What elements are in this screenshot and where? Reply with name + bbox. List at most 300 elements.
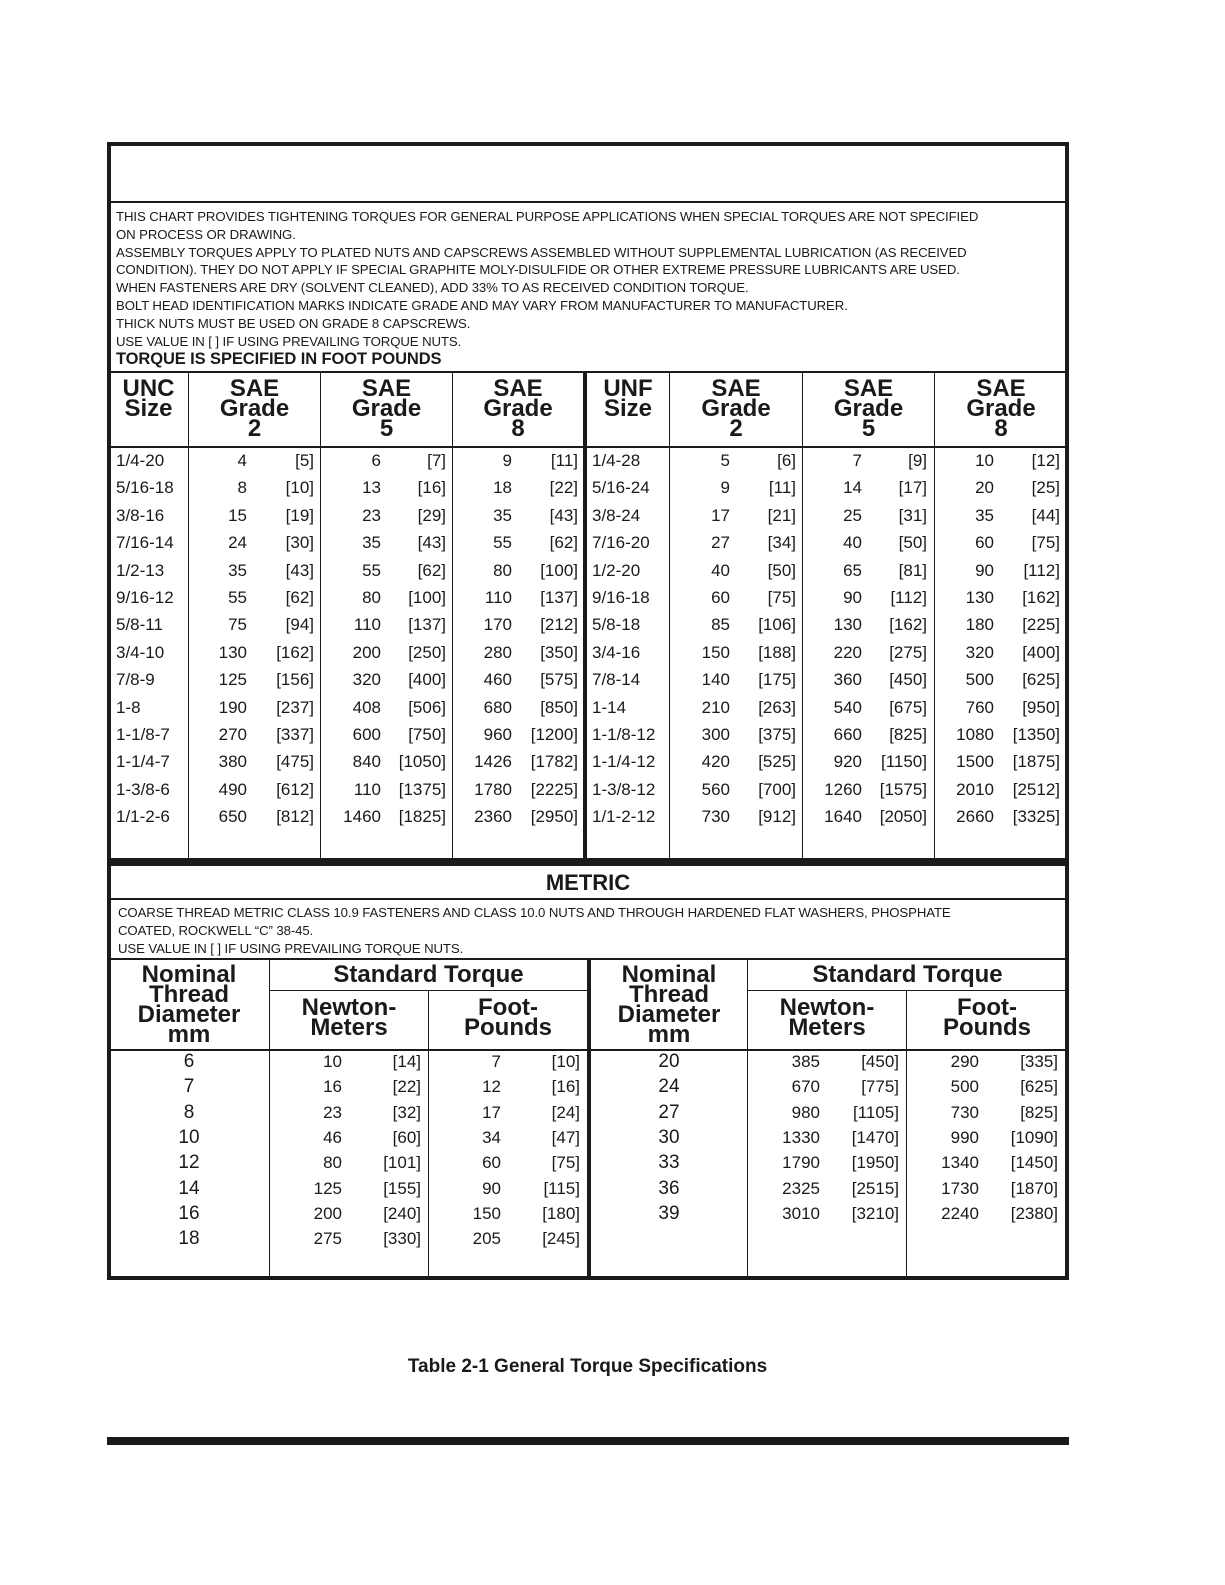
unc-torque-cell: [1782] (530, 752, 578, 772)
unf-torque-cell: [162] (889, 615, 927, 635)
unc-torque-cell: 6 (371, 451, 381, 470)
unc-grade8-header: SAE Grade 8 (483, 375, 553, 442)
unf-torque-cell: [188] (758, 642, 796, 662)
metric-torque-cell: 500 (950, 1077, 979, 1097)
unf-torque-cell: [1575] (879, 779, 927, 799)
unc-torque-cell: [19] (285, 505, 314, 525)
inch-header-rule (109, 446, 1067, 448)
unc-torque-cell: 460 (483, 670, 512, 690)
unf-size-cell: 1/4-28 (592, 451, 641, 470)
unf-torque-cell: [112] (890, 588, 927, 607)
unf-torque-cell: [25] (1031, 478, 1060, 498)
unf-torque-cell: [175] (758, 670, 796, 690)
note-line: THIS CHART PROVIDES TIGHTENING TORQUES FOR GENERAL PURPOSE APPLICATIONS WHEN SPECIAL TORQUES ARE NOT SPECIFIED (116, 209, 979, 224)
unf-size-cell: 1-14 (592, 697, 627, 717)
unf-torque-cell: 760 (965, 697, 994, 717)
metric-torque-cell: 2325 (782, 1178, 820, 1198)
unf-torque-cell: [17] (898, 478, 927, 498)
unf-torque-cell: 60 (711, 588, 730, 607)
metric-torque-cell: 200 (313, 1203, 342, 1223)
metric-torque-cell: [101] (383, 1153, 421, 1173)
unf-torque-cell: [81] (898, 560, 927, 580)
unf-torque-cell: 90 (843, 588, 862, 607)
unc-size-cell: 5/16-18 (116, 478, 174, 498)
metric-torque-cell: 3010 (782, 1203, 820, 1223)
metric-torque-cell: 670 (791, 1077, 820, 1097)
unc-torque-cell: 1460 (343, 807, 381, 827)
metric-torque-cell: 385 (791, 1052, 820, 1071)
unc-torque-cell: 35 (362, 533, 381, 553)
unf-torque-cell: 10 (975, 451, 994, 470)
unc-grade2-header: SAE Grade 2 (219, 375, 290, 442)
metric-nm-header-right: Newton- Meters (779, 994, 875, 1041)
unf-size-cell: 3/4-16 (592, 642, 641, 662)
metric-torque-cell: 1340 (941, 1153, 979, 1173)
metric-diameter-cell: 8 (183, 1101, 195, 1123)
metric-diameter-cell: 33 (658, 1152, 680, 1174)
metric-diameter-cell: 36 (658, 1177, 680, 1199)
unc-torque-cell: [5] (295, 451, 314, 470)
unf-size-header: UNF Size (603, 375, 653, 422)
metric-torque-cell: 23 (323, 1102, 342, 1122)
metric-torque-cell: [14] (392, 1052, 421, 1071)
unc-torque-cell: [16] (417, 478, 446, 498)
table-caption: Table 2-1 General Torque Specifications (407, 1356, 768, 1377)
unf-size-cell: 5/16-24 (592, 478, 650, 498)
unf-torque-cell: 140 (701, 670, 730, 690)
note-line: ASSEMBLY TORQUES APPLY TO PLATED NUTS AND CAPSCREWS ASSEMBLED WITHOUT SUPPLEMENTAL LUBRICATION (AS RECEIVED (116, 244, 967, 260)
metric-diameter-cell: 12 (178, 1152, 200, 1174)
unf-torque-cell: [1150] (880, 752, 927, 772)
unc-size-cell: 9/16-12 (116, 588, 174, 607)
unc-grade5-header: SAE Grade 5 (351, 375, 422, 442)
unc-torque-cell: [137] (408, 615, 446, 635)
unf-grade2-header: SAE Grade 2 (701, 375, 771, 442)
note-line: COATED, ROCKWELL “C” 38-45. (118, 922, 314, 938)
unf-torque-cell: 2660 (956, 807, 994, 827)
unc-torque-cell: [1825] (398, 807, 446, 827)
unf-grade8-header: SAE Grade 8 (966, 375, 1036, 442)
unc-torque-cell: [475] (276, 752, 314, 772)
metric-torque-cell: [1950] (851, 1153, 899, 1173)
unc-torque-cell: [575] (540, 670, 578, 690)
metric-torque-cell: 46 (323, 1127, 342, 1147)
unc-torque-cell: 4 (237, 451, 247, 470)
unf-torque-cell: [106] (758, 615, 796, 635)
unc-torque-cell: 55 (493, 533, 512, 553)
unf-torque-cell: [625] (1022, 670, 1060, 690)
unc-torque-cell: 9 (502, 451, 512, 470)
unc-torque-cell: [29] (417, 505, 446, 525)
unf-torque-cell: [2050] (879, 807, 927, 827)
metric-torque-cell: 90 (482, 1178, 501, 1198)
unc-torque-cell: 15 (228, 505, 247, 525)
metric-torque-cell: [245] (542, 1229, 580, 1249)
unf-torque-cell: 40 (843, 533, 862, 553)
unf-torque-cell: 660 (833, 725, 862, 744)
metric-torque-cell: 730 (950, 1102, 979, 1122)
metric-torque-cell: 16 (323, 1077, 342, 1097)
unf-torque-cell: 320 (965, 642, 994, 662)
unc-torque-cell: [2225] (530, 779, 578, 799)
unc-torque-cell: 960 (483, 725, 512, 744)
unc-torque-cell: [22] (549, 478, 578, 498)
unf-torque-cell: 20 (975, 478, 994, 498)
unf-torque-cell: 1080 (956, 725, 994, 744)
unc-torque-cell: [212] (540, 615, 578, 635)
unc-torque-cell: 35 (493, 505, 512, 525)
unc-torque-cell: 23 (362, 505, 381, 525)
unf-size-cell: 1-1/4-12 (592, 752, 656, 772)
unc-torque-cell: [400] (408, 670, 446, 690)
metric-title-rule (109, 898, 1067, 900)
unf-torque-cell: 7 (852, 451, 862, 470)
metric-torque-cell: 2240 (941, 1203, 979, 1223)
metric-torque-cell: 17 (482, 1102, 501, 1122)
metric-torque-cell: 150 (472, 1203, 501, 1223)
unf-torque-cell: 1640 (824, 807, 862, 827)
unf-torque-cell: 40 (711, 560, 730, 580)
unf-torque-cell: [1350] (1012, 725, 1060, 744)
unc-torque-cell: 650 (218, 807, 247, 827)
unc-torque-cell: [62] (549, 533, 578, 553)
metric-diameter-cell: 20 (658, 1051, 680, 1072)
unf-torque-cell: [75] (767, 588, 796, 607)
unc-size-cell: 1/4-20 (116, 451, 165, 470)
title-band-rule (109, 201, 1067, 203)
note-line: THICK NUTS MUST BE USED ON GRADE 8 CAPSCREWS. (116, 315, 471, 331)
unc-size-cell: 1-3/8-6 (116, 779, 170, 799)
unc-torque-cell: [337] (276, 725, 314, 744)
unf-torque-cell: 560 (701, 779, 730, 799)
unc-size-cell: 3/8-16 (116, 505, 165, 525)
metric-torque-cell: [3210] (851, 1203, 899, 1223)
note-line: BOLT HEAD IDENTIFICATION MARKS INDICATE GRADE AND MAY VARY FROM MANUFACTURER TO MANUFACTURER. (116, 297, 848, 313)
unf-torque-cell: [275] (889, 642, 927, 662)
metric-torque-cell: [825] (1020, 1102, 1058, 1122)
metric-torque-cell: 12 (482, 1077, 501, 1097)
unf-torque-cell: 65 (843, 560, 862, 580)
unc-torque-cell: [1200] (530, 725, 578, 744)
unc-torque-cell: 200 (352, 642, 381, 662)
metric-torque-cell: 290 (950, 1052, 979, 1071)
unf-size-cell: 7/8-14 (592, 670, 641, 690)
unc-torque-cell: 320 (352, 670, 381, 690)
unf-grade5-header: SAE Grade 5 (833, 375, 904, 442)
metric-torque-cell: [335] (1020, 1052, 1058, 1071)
unf-torque-cell: [263] (758, 697, 796, 717)
unf-size-cell: 5/8-18 (592, 615, 641, 635)
unc-torque-cell: 190 (218, 697, 247, 717)
unf-torque-cell: [6] (777, 451, 796, 470)
unc-torque-cell: [1375] (398, 779, 446, 799)
unc-torque-cell: [11] (550, 451, 578, 470)
unc-torque-cell: 80 (493, 560, 512, 580)
unc-torque-cell: 55 (228, 588, 247, 607)
unc-torque-cell: [43] (417, 533, 446, 553)
unc-torque-cell: [812] (276, 807, 314, 827)
unc-torque-cell: [506] (408, 697, 446, 717)
unf-torque-cell: 25 (843, 505, 862, 525)
unf-torque-cell: 500 (965, 670, 994, 690)
unf-torque-cell: 5 (720, 451, 730, 470)
unc-torque-cell: 600 (352, 725, 381, 744)
unc-torque-cell: 75 (228, 615, 247, 635)
unc-torque-cell: 110 (353, 779, 381, 799)
unc-torque-cell: 170 (483, 615, 512, 635)
metric-torque-cell: 80 (323, 1153, 342, 1173)
unf-torque-cell: [225] (1022, 615, 1060, 635)
metric-diameter-cell: 7 (183, 1076, 195, 1098)
unf-torque-cell: 210 (701, 697, 730, 717)
unc-torque-cell: 408 (352, 697, 381, 717)
metric-diameter-cell: 24 (658, 1076, 680, 1098)
metric-torque-cell: [625] (1020, 1077, 1058, 1097)
unc-size-cell: 5/8-11 (116, 615, 163, 635)
unf-size-cell: 3/8-24 (592, 505, 641, 525)
unf-torque-cell: [12] (1031, 451, 1060, 470)
metric-torque-cell: [1470] (851, 1127, 899, 1147)
unc-size-cell: 3/4-10 (116, 642, 165, 662)
unf-torque-cell: [400] (1022, 642, 1060, 662)
metric-torque-cell: [24] (551, 1102, 580, 1122)
metric-diameter-cell: 30 (658, 1126, 680, 1148)
metric-torque-cell: [180] (542, 1203, 580, 1223)
unc-torque-cell: 2360 (474, 807, 512, 827)
unc-size-cell: 1-8 (116, 697, 141, 717)
metric-torque-cell: [16] (551, 1077, 580, 1097)
unc-torque-cell: 125 (218, 670, 247, 690)
unf-torque-cell: [50] (767, 560, 796, 580)
unc-torque-cell: [1050] (398, 752, 446, 772)
unc-torque-cell: 280 (483, 642, 512, 662)
note-line: USE VALUE IN [ ] IF USING PREVAILING TORQUE NUTS. (118, 940, 464, 956)
metric-torque-cell: [240] (383, 1203, 421, 1223)
metric-torque-cell: 1790 (782, 1153, 820, 1173)
metric-torque-cell: 34 (482, 1127, 501, 1147)
unf-torque-cell: 540 (833, 697, 862, 717)
unf-size-cell: 1-1/8-12 (592, 725, 656, 744)
unf-torque-cell: 730 (701, 807, 730, 827)
unc-torque-cell: 80 (362, 588, 381, 607)
metric-standard-torque-header-left: Standard Torque (333, 961, 524, 988)
unf-size-cell: 1/2-20 (592, 560, 641, 580)
unc-size-cell: 7/16-14 (116, 533, 174, 553)
metric-std-torque-rule-right (747, 990, 1067, 991)
unf-torque-cell: 360 (833, 670, 862, 690)
unf-torque-cell: [825] (889, 725, 927, 744)
metric-diameter-cell: 14 (178, 1177, 200, 1199)
metric-torque-cell: 1330 (782, 1127, 820, 1147)
unc-torque-cell: 110 (353, 615, 381, 635)
metric-torque-cell: [2515] (851, 1178, 899, 1198)
metric-torque-cell: [775] (861, 1077, 899, 1097)
unf-torque-cell: 1260 (824, 779, 862, 799)
unf-torque-cell: 9 (720, 478, 730, 498)
metric-torque-cell: 980 (791, 1102, 820, 1122)
unf-torque-cell: [3325] (1012, 807, 1060, 827)
footer-rule (107, 1437, 1069, 1445)
metric-title: METRIC (545, 870, 631, 895)
unc-torque-cell: 55 (362, 560, 381, 580)
metric-torque-cell: [450] (861, 1052, 899, 1071)
unf-size-cell: 1-3/8-12 (592, 779, 656, 799)
unc-torque-cell: 270 (218, 725, 247, 744)
unf-torque-cell: 2010 (956, 779, 994, 799)
note-line: CONDITION). THEY DO NOT APPLY IF SPECIAL GRAPHITE MOLY-DISULFIDE OR OTHER EXTREME PRESSURE LUBRICANTS ARE USED. (116, 262, 960, 278)
note-line: USE VALUE IN [ ] IF USING PREVAILING TORQUE NUTS. (116, 333, 462, 349)
note-line: ON PROCESS OR DRAWING. (116, 226, 296, 242)
unf-torque-cell: 35 (975, 505, 994, 525)
metric-torque-cell: [1870] (1010, 1178, 1058, 1198)
unc-torque-cell: [43] (285, 560, 314, 580)
metric-torque-cell: [22] (392, 1077, 421, 1097)
metric-torque-cell: [60] (392, 1127, 421, 1147)
metric-torque-cell: 275 (313, 1229, 342, 1249)
unc-torque-cell: [850] (540, 697, 578, 717)
unf-torque-cell: 420 (701, 752, 730, 772)
unc-size-cell: 1/1-2-6 (116, 807, 170, 827)
unf-torque-cell: [21] (767, 505, 796, 525)
unf-torque-cell: [700] (758, 779, 796, 799)
unf-torque-cell: [912] (758, 807, 796, 827)
unf-torque-cell: 300 (701, 725, 730, 744)
metric-ftlb-header-left: Foot- Pounds (464, 994, 552, 1041)
metric-diameter-cell: 6 (183, 1051, 195, 1072)
unf-torque-cell: 1500 (956, 752, 994, 772)
unf-torque-cell: [162] (1022, 588, 1060, 607)
metric-torque-cell: [155] (383, 1178, 421, 1198)
metric-torque-cell: [47] (551, 1127, 580, 1147)
unf-size-cell: 7/16-20 (592, 533, 650, 553)
metric-diameter-cell: 16 (178, 1202, 200, 1224)
unc-torque-cell: 24 (228, 533, 247, 553)
metric-nominal-header-right: Nominal Thread Diameter mm (617, 961, 721, 1048)
metric-torque-cell: 990 (950, 1127, 979, 1147)
metric-standard-torque-header-right: Standard Torque (812, 961, 1003, 988)
metric-torque-cell: 60 (482, 1153, 501, 1173)
unf-torque-cell: [2512] (1012, 779, 1060, 799)
unc-torque-cell: 130 (218, 642, 247, 662)
metric-diameter-cell: 39 (658, 1202, 680, 1224)
metric-torque-cell: [1450] (1010, 1153, 1058, 1173)
metric-diameter-cell: 18 (178, 1228, 200, 1250)
unc-torque-cell: [156] (276, 670, 314, 690)
unc-torque-cell: 490 (218, 779, 247, 799)
metric-torque-cell: [115] (543, 1178, 580, 1198)
metric-diameter-cell: 27 (658, 1101, 680, 1123)
unc-size-cell: 1-1/4-7 (116, 752, 170, 772)
unc-size-cell: 7/8-9 (116, 670, 155, 690)
unc-torque-cell: [7] (427, 451, 446, 470)
unf-torque-cell: 90 (975, 560, 994, 580)
unc-torque-cell: 110 (484, 588, 512, 607)
unc-torque-cell: 840 (352, 752, 381, 772)
unc-torque-cell: [10] (285, 478, 314, 498)
metric-torque-cell: 205 (472, 1229, 501, 1249)
unf-torque-cell: 920 (833, 752, 862, 772)
metric-torque-cell: 125 (313, 1178, 342, 1198)
metric-torque-cell: [1105] (852, 1102, 899, 1122)
unc-torque-cell: [62] (417, 560, 446, 580)
unf-torque-cell: 14 (843, 478, 862, 498)
unf-torque-cell: [75] (1031, 533, 1060, 553)
metric-notes (118, 904, 951, 957)
unf-torque-cell: 180 (965, 615, 994, 635)
unc-torque-cell: [750] (408, 725, 446, 744)
unf-size-cell: 1/1-2-12 (592, 807, 656, 827)
unc-size-cell: 1/2-13 (116, 560, 165, 580)
unc-torque-cell: [30] (285, 533, 314, 553)
metric-torque-cell: [1090] (1010, 1127, 1058, 1147)
unf-torque-cell: 130 (965, 588, 994, 607)
unf-torque-cell: [44] (1031, 505, 1060, 525)
metric-torque-cell: 7 (491, 1052, 501, 1071)
unf-torque-cell: [450] (889, 670, 927, 690)
unc-torque-cell: [100] (540, 560, 578, 580)
header-notes (116, 208, 978, 368)
metric-torque-cell: [330] (383, 1229, 421, 1249)
unc-torque-cell: [100] (408, 588, 446, 607)
unf-torque-cell: [525] (758, 752, 796, 772)
unc-torque-cell: [2950] (530, 807, 578, 827)
inch-section-bottom-rule (109, 858, 1067, 866)
unc-torque-cell: [137] (540, 588, 578, 607)
metric-nm-header-left: Newton- Meters (301, 994, 397, 1041)
unc-torque-cell: [237] (276, 697, 314, 717)
unf-torque-cell: 60 (975, 533, 994, 553)
unc-torque-cell: [612] (276, 779, 314, 799)
unf-torque-cell: [675] (889, 697, 927, 717)
unc-torque-cell: 35 (228, 560, 247, 580)
unf-torque-cell: [34] (767, 533, 796, 553)
unf-torque-cell: [9] (908, 451, 927, 470)
unf-torque-cell: [112] (1023, 560, 1060, 580)
metric-ftlb-header-right: Foot- Pounds (943, 994, 1031, 1041)
unc-torque-cell: [94] (285, 615, 314, 635)
metric-torque-cell: 1730 (941, 1178, 979, 1198)
unc-torque-cell: [62] (285, 588, 314, 607)
unf-torque-cell: [1875] (1012, 752, 1060, 772)
unf-torque-cell: 85 (711, 615, 730, 635)
note-line: WHEN FASTENERS ARE DRY (SOLVENT CLEANED), ADD 33% TO AS RECEIVED CONDITION TORQUE. (116, 280, 749, 296)
unf-torque-cell: [50] (898, 533, 927, 553)
metric-torque-cell: [32] (392, 1102, 421, 1122)
unf-torque-cell: 150 (701, 642, 730, 662)
unc-torque-cell: 1426 (474, 752, 512, 772)
metric-torque-cell: [75] (551, 1153, 580, 1173)
unf-torque-cell: 220 (833, 642, 862, 662)
unc-size-header: UNC Size (122, 375, 175, 422)
unf-torque-cell: [31] (898, 505, 927, 525)
unf-torque-cell: 130 (833, 615, 862, 635)
metric-torque-cell: 10 (323, 1052, 342, 1071)
unc-torque-cell: [43] (549, 505, 578, 525)
unf-size-cell: 9/16-18 (592, 588, 650, 607)
torque-unit-line: TORQUE IS SPECIFIED IN FOOT POUNDS (116, 350, 442, 369)
unf-torque-cell: [950] (1022, 697, 1060, 717)
inch-center-divider (583, 372, 587, 859)
unc-torque-cell: 1780 (474, 779, 512, 799)
unc-torque-cell: [250] (408, 642, 446, 662)
note-line: COARSE THREAD METRIC CLASS 10.9 FASTENERS AND CLASS 10.0 NUTS AND THROUGH HARDENED FLAT WASHERS, PHOSPHATE (118, 905, 951, 920)
metric-torque-cell: [2380] (1010, 1203, 1058, 1223)
metric-nominal-header-left: Nominal Thread Diameter mm (137, 961, 241, 1048)
metric-torque-cell: [10] (551, 1052, 580, 1071)
unf-torque-cell: 27 (711, 533, 730, 553)
notes-bottom-rule (109, 371, 1067, 373)
unc-torque-cell: 18 (493, 478, 512, 498)
